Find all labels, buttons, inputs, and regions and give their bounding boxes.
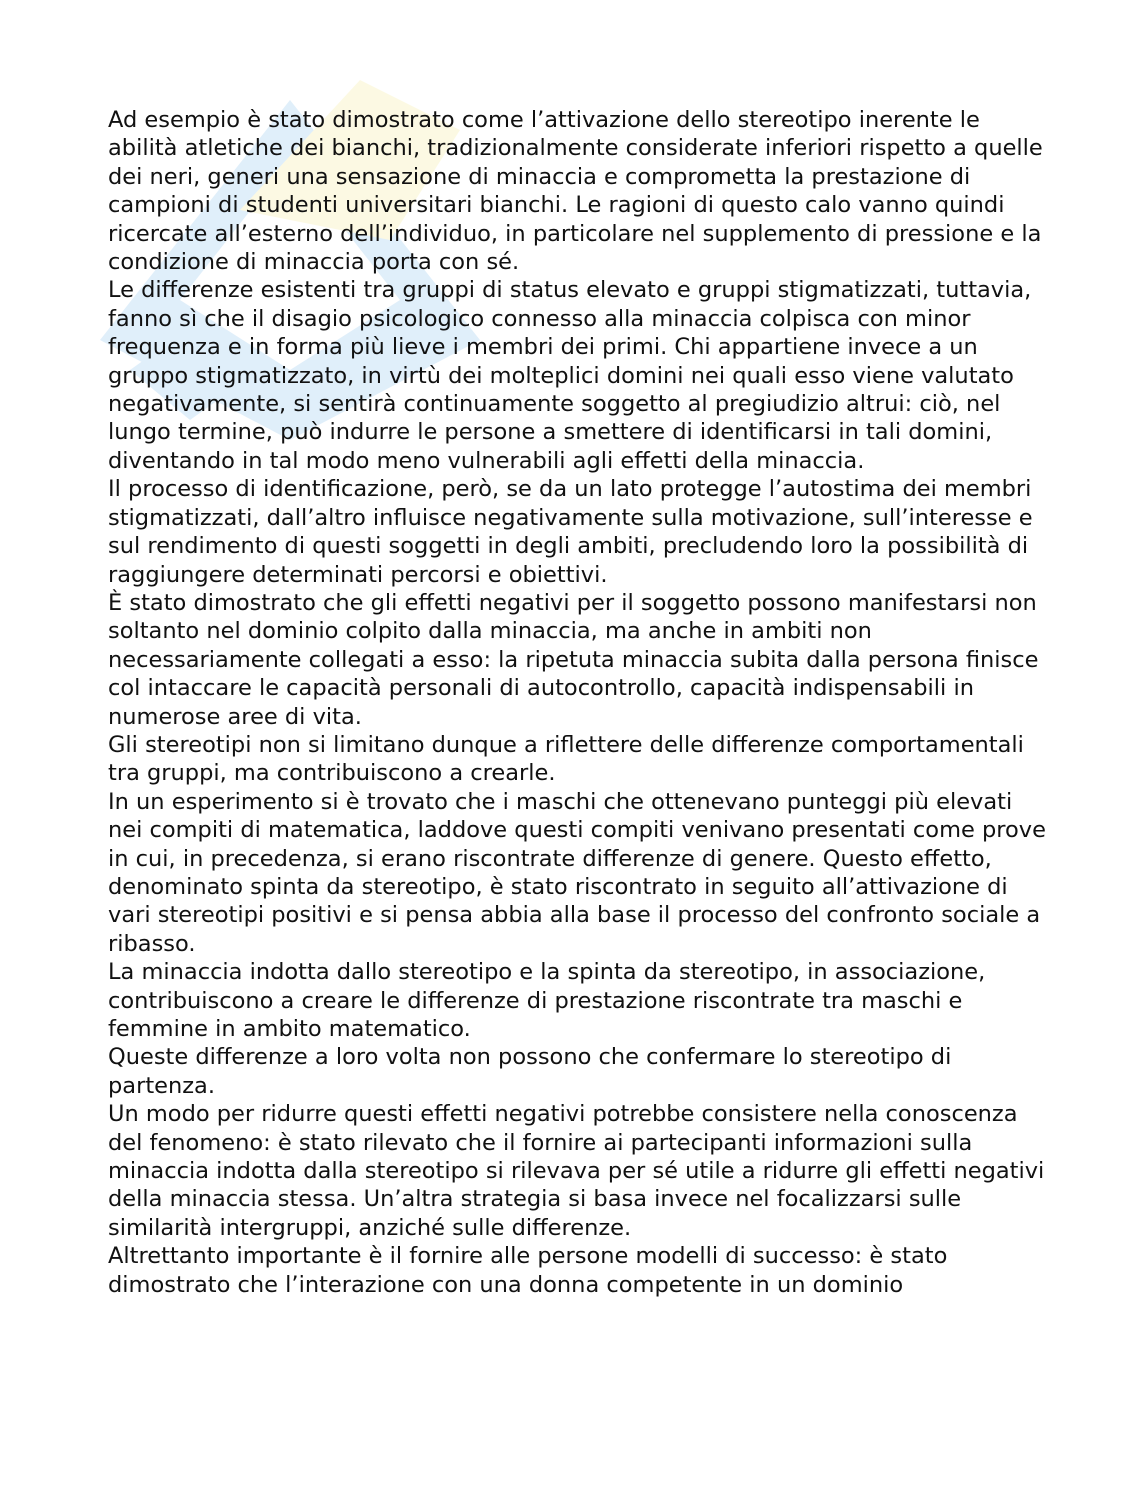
paragraph: Le differenze esistenti tra gruppi di status elevato e gruppi stigmatizzati, tuttavia, fanno sì che il disagio psicologico connesso alla minaccia colpisca con minor frequenza e in forma più lieve i membri dei primi. Chi appartiene invece a un gruppo stigmatizzato, in virtù dei molteplici domini nei quali esso viene valutato negativamente, si sentirà continuamente soggetto al pregiudizio altrui: ciò, nel lungo termine, può indurre le persone a smettere di identificarsi in tali domini, diventando in tal modo meno vulnerabili agli effetti della minaccia.	[108, 277, 1032, 474]
paragraph: Altrettanto importante è il fornire alle persone modelli di successo: è stato dimostrato che l’interazione con una donna competente in un dominio	[108, 1243, 948, 1298]
paragraph: Queste differenze a loro volta non possono che confermare lo stereotipo di partenza.	[108, 1044, 952, 1099]
paragraph: È stato dimostrato che gli effetti negativi per il soggetto possono manifestarsi non soltanto nel dominio colpito dalla minaccia, ma anche in ambiti non necessariamente collegati a esso: la ripetuta minaccia subita dalla persona finisce col intaccare le capacità personali di autocontrollo, capacità indispensabili in numerose aree di vita.	[108, 589, 1039, 730]
paragraph: La minaccia indotta dallo stereotipo e la spinta da stereotipo, in associazione, contribuiscono a creare le differenze di prestazione riscontrate tra maschi e femmine in ambito matematico.	[108, 959, 986, 1042]
paragraph: Un modo per ridurre questi effetti negativi potrebbe consistere nella conoscenza del fenomeno: è stato rilevato che il fornire ai partecipanti informazioni sulla minaccia indotta dalla stereotipo si rilevava per sé utile a ridurre gli effetti negativi della minaccia stessa. Un’altra strategia si basa invece nel focalizzarsi sulle similarità intergruppi, anziché sulle differenze.	[108, 1101, 1045, 1241]
paragraph: Il processo di identificazione, però, se da un lato protegge l’autostima dei membri stigmatizzati, dall’altro influisce negativamente sulla motivazione, sull’interesse e sul rendimento di questi soggetti in degli ambiti, precludendo loro la possibilità di raggiungere determinati percorsi e obiettivi.	[108, 476, 1033, 588]
paragraph: In un esperimento si è trovato che i maschi che ottenevano punteggi più elevati nei compiti di matematica, laddove questi compiti venivano presentati come prove in cui, in precedenza, si erano riscontrate differenze di genere. Questo effetto, denominato spinta da stereotipo, è stato riscontrato in seguito all’attivazione di vari stereotipi positivi e si pensa abbia alla base il processo del confronto sociale a ribasso.	[108, 788, 1046, 957]
paragraph: Gli stereotipi non si limitano dunque a riflettere delle differenze comportamentali tra gruppi, ma contribuiscono a crearle.	[108, 731, 1024, 787]
document-body	[108, 106, 1048, 1299]
paragraph: Ad esempio è stato dimostrato come l’attivazione dello stereotipo inerente le abilità atletiche dei bianchi, tradizionalmente considerate inferiori rispetto a quelle dei neri, generi una sensazione di minaccia e comprometta la prestazione di campioni di studenti universitari bianchi. Le ragioni di questo calo vanno quindi ricercate all’esterno dell’individuo, in particolare nel supplemento di pressione e la condizione di minaccia porta con sé.	[108, 107, 1043, 276]
